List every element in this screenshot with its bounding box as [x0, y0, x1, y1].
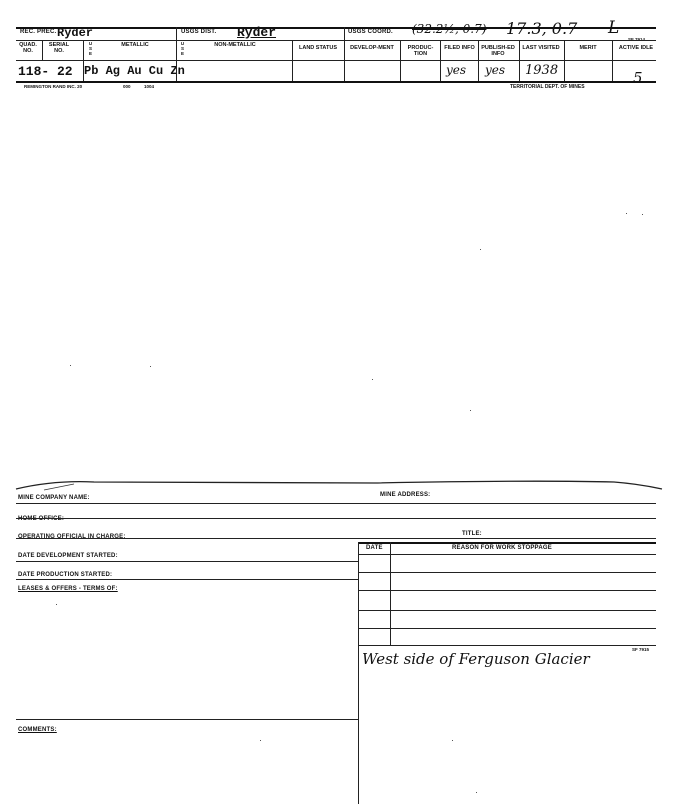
usgs-coord-value: 17.3, 0.7: [506, 19, 578, 38]
usgs-coord-suffix: L: [608, 18, 620, 38]
stoppage-rule-5: [358, 628, 656, 629]
row-published-info: yes: [485, 63, 506, 77]
stoppage-date-sep: [390, 542, 391, 645]
usgs-dist-value: Ryder: [237, 25, 277, 40]
col-last-visited: LAST VISITED: [522, 45, 560, 51]
columns-rule: [16, 60, 656, 61]
sep-metallic: [176, 27, 177, 81]
usgs-coord-struck: (32.2½, 0.7): [412, 22, 487, 36]
sep-production: [440, 40, 441, 81]
stoppage-top-rule: [358, 542, 656, 544]
sep-quad: [42, 40, 43, 60]
printer-label: REMINGTON RAND INC. 20: [24, 84, 83, 89]
speck: [372, 379, 373, 380]
usgs-dist-label: USGS DIST.: [181, 29, 217, 35]
rule-home: [16, 518, 656, 519]
col-serial-no: SERIAL NO.: [48, 42, 70, 54]
row-filed-info: yes: [446, 63, 467, 77]
col-development: DEVELOP-MENT: [350, 45, 394, 51]
stoppage-rule-6: [358, 645, 656, 646]
row-quad-serial: 118- 22: [18, 64, 73, 79]
speck: [260, 740, 261, 741]
speck: [470, 410, 471, 411]
rule-comments: [16, 719, 358, 720]
mine-company-label: MINE COMPANY NAME:: [18, 495, 90, 501]
rec-prec-label: REC. PREC.: [20, 29, 57, 35]
stoppage-rule-3: [358, 590, 656, 591]
col-published-info: PUBLISH-ED INFO: [481, 45, 515, 57]
form-code-top: SF 7914: [628, 37, 646, 42]
speck: [56, 604, 57, 605]
sep-last: [564, 40, 565, 81]
speck: [626, 213, 627, 214]
col-merit: MERIT: [579, 45, 597, 51]
row-bottom-rule: [16, 81, 656, 83]
col-nonmetallic: NON-METALLIC: [214, 42, 256, 48]
col-quad-no: QUAD. NO.: [19, 42, 37, 54]
usgs-coord-label: USGS COORD.: [348, 29, 393, 35]
speck: [642, 214, 643, 215]
sep-development: [400, 40, 401, 81]
header-rule: [16, 40, 656, 41]
col-metallic-use: U S E: [88, 41, 93, 56]
sep-nonmetallic: [292, 40, 293, 81]
speck: [476, 792, 477, 793]
title-label: TITLE:: [462, 531, 482, 537]
comments-label: COMMENTS:: [18, 727, 57, 733]
rule-official: [16, 538, 656, 539]
col-production: PRODUC-TION: [407, 45, 434, 57]
speck: [150, 366, 151, 367]
reason-header: REASON FOR WORK STOPPAGE: [452, 545, 552, 551]
sep-serial: [83, 40, 84, 81]
department-label: TERRITORIAL DEPT. OF MINES: [510, 84, 585, 90]
sep-published: [519, 40, 520, 81]
printer-code-a: 000: [123, 84, 131, 89]
col-land-status: LAND STATUS: [299, 45, 337, 51]
col-nonmetallic-use: U S E: [180, 41, 185, 56]
rec-prec-value: Ryder: [57, 26, 94, 40]
stoppage-rule-2: [358, 572, 656, 573]
sep-land: [344, 27, 345, 81]
printer-code-b: 1004: [144, 84, 155, 89]
stoppage-rule-1: [358, 554, 656, 555]
row-active-idle: 5: [633, 69, 643, 87]
date-header: DATE: [366, 545, 383, 551]
form-code-bottom: SF 7915: [632, 647, 650, 652]
rule-prod: [16, 579, 358, 580]
prod-started-label: DATE PRODUCTION STARTED:: [18, 572, 113, 578]
dev-started-label: DATE DEVELOPMENT STARTED:: [18, 553, 118, 559]
col-filed-info: FILED INFO: [444, 45, 475, 51]
rule-dev: [16, 561, 358, 562]
col-active-idle: ACTIVE IDLE: [618, 45, 654, 51]
home-office-label: HOME OFFICE:: [18, 516, 65, 522]
stoppage-rule-4: [358, 610, 656, 611]
lower-top-rule: [14, 474, 664, 494]
row-last-visited: 1938: [525, 63, 559, 78]
speck: [70, 365, 71, 366]
sep-merit: [612, 40, 613, 81]
rule-company: [16, 503, 656, 504]
row-metallic: Pb Ag Au Cu Zn: [84, 64, 185, 78]
sep-filed: [478, 40, 479, 81]
center-divider: [358, 542, 359, 804]
location-note: West side of Ferguson Glacier: [362, 650, 590, 668]
operating-official-label: OPERATING OFFICIAL IN CHARGE:: [18, 534, 126, 540]
col-metallic: METALLIC: [121, 42, 149, 48]
leases-label: LEASES & OFFERS - TERMS OF:: [18, 586, 118, 592]
mine-address-label: MINE ADDRESS:: [380, 492, 431, 498]
speck: [480, 249, 481, 250]
speck: [452, 740, 453, 741]
